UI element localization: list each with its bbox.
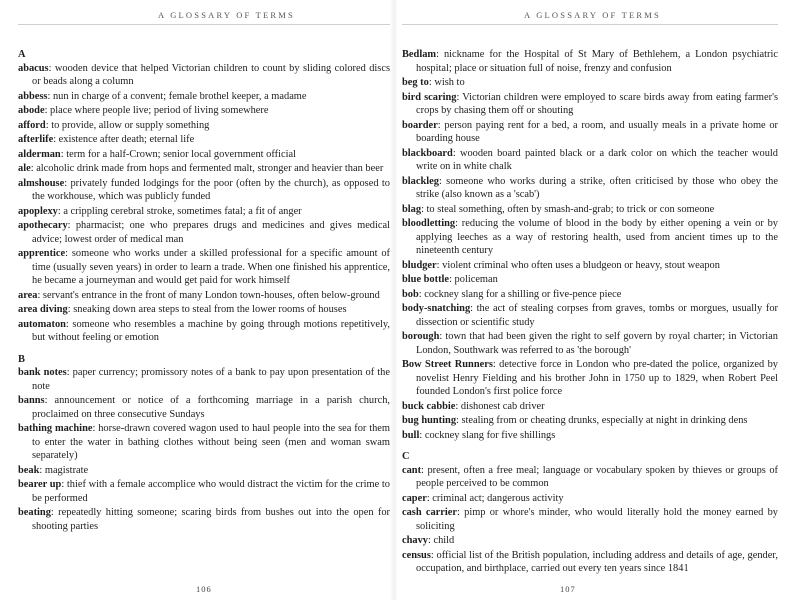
glossary-entry xyxy=(18,90,390,104)
glossary-entry xyxy=(18,205,390,219)
glossary-entry xyxy=(18,104,390,118)
entry-definition: : violent criminal who often uses a bludgeon or heavy, stout weapon xyxy=(436,259,720,271)
entry-definition: : term for a half-Crown; senior local government official xyxy=(60,148,296,160)
entry-term: blackleg xyxy=(402,175,439,187)
glossary-entry xyxy=(18,366,390,393)
entry-definition: : cockney slang for five shillings xyxy=(419,429,556,441)
entry-term: buck cabbie xyxy=(402,400,456,412)
entry-term: bug hunting xyxy=(402,415,457,426)
entry-term: bathing machine xyxy=(18,423,93,434)
glossary-entry xyxy=(402,302,778,329)
entry-term: apprentice xyxy=(18,248,66,259)
entry-definition: : official list of the British population, including address and details of age, gender, occupation, and birthplace, carried out every ten years since 1841 xyxy=(416,549,778,574)
entry-term: bob xyxy=(402,288,419,300)
entry-definition: : horse-drawn covered wagon used to haul people into the sea for them to enter the water in bathing clothes without being seen (men and woman swam separately) xyxy=(32,423,390,461)
entry-definition: : detective force in London who pre-dated the police, organized by novelist Henry Fielding and his brother John in 1750 up to 1829, when Robert Peel founded London's first police force xyxy=(416,359,779,397)
entry-definition: : pimp or whore's minder, who would literally hold the money earned by soliciting xyxy=(416,507,778,532)
glossary-entry xyxy=(18,247,390,288)
entry-term: bird scaring xyxy=(402,91,457,103)
glossary-entry xyxy=(18,422,390,463)
glossary-entry xyxy=(402,534,778,548)
entry-definition: : pharmacist; one who prepares drugs and medicines and gives medical advice; lowest order of medical man xyxy=(32,220,390,245)
entry-definition: : cockney slang for a shilling or five-pence piece xyxy=(418,288,622,300)
entry-term: automaton xyxy=(18,318,66,330)
entry-definition: : to steal something, often by smash-and-grab; to trick or con someone xyxy=(421,203,715,215)
glossary-column xyxy=(18,48,390,534)
glossary-entry xyxy=(18,303,390,317)
entry-definition: : the act of stealing corpses from graves, tombs or morgues, usually for dissection or scientific study xyxy=(416,303,778,328)
entry-definition: : paper currency; promissory notes of a bank to pay upon presentation of the note xyxy=(32,367,390,392)
book-gutter xyxy=(390,0,398,600)
entry-term: bludger xyxy=(402,259,437,271)
entry-term: apoplexy xyxy=(18,205,58,217)
entry-term: cash carrier xyxy=(402,507,458,518)
entry-definition: : someone who works under a skilled professional for a specific amount of time (usually seven years) in order to learn a trade. When one finished his apprentice, he became a journeyman and would get paid for work himself xyxy=(32,248,390,286)
glossary-entry xyxy=(18,506,390,533)
entry-definition: : nun in charge of a convent; female brothel keeper, a madame xyxy=(47,90,307,102)
glossary-entry xyxy=(18,289,390,303)
entry-term: census xyxy=(402,549,431,561)
section-letter: B xyxy=(18,353,25,365)
glossary-entry xyxy=(402,549,778,576)
entry-definition: : wooden board painted black or a dark color on which the teacher would write on in white chalk xyxy=(416,147,778,172)
entry-definition: : wooden device that helped Victorian children to count by sliding colored discs or beads along a column xyxy=(32,62,390,87)
entry-definition: : place where people live; period of living somewhere xyxy=(44,105,269,116)
section-letter: C xyxy=(402,451,410,462)
entry-term: cant xyxy=(402,464,422,476)
entry-term: bull xyxy=(402,429,420,441)
entry-term: abode xyxy=(18,105,45,116)
entry-term: abbess xyxy=(18,90,48,102)
entry-term: beg to xyxy=(402,77,429,88)
entry-term: chavy xyxy=(402,535,428,546)
right-page xyxy=(402,0,778,600)
glossary-entry xyxy=(402,273,778,287)
entry-term: beak xyxy=(18,464,40,476)
header-rule xyxy=(402,24,778,25)
entry-definition: : child xyxy=(427,535,455,546)
glossary-entry xyxy=(402,400,778,414)
entry-definition: : town that had been given the right to self govern by royal charter; in Victorian London, Southwark was referred to as 'the borough' xyxy=(416,331,778,356)
entry-term: Bedlam xyxy=(402,49,437,60)
glossary-entry xyxy=(18,148,390,162)
glossary-entry xyxy=(402,414,778,428)
entry-definition: : repeatedly hitting someone; scaring birds from bushes out into the open for shooting parties xyxy=(32,507,390,532)
glossary-entry xyxy=(18,219,390,246)
entry-definition: : announcement or notice of a forthcoming marriage in a parish church, proclaimed on three consecutive Sundays xyxy=(32,395,390,420)
entry-term: bank notes xyxy=(18,367,67,378)
glossary-column xyxy=(402,48,778,577)
glossary-entry xyxy=(402,203,778,217)
glossary-entry xyxy=(402,358,778,399)
glossary-entry xyxy=(18,478,390,505)
glossary-entry xyxy=(402,119,778,146)
entry-term: beating xyxy=(18,507,51,518)
page-number: 106 xyxy=(196,584,212,594)
entry-term: abacus xyxy=(18,62,49,74)
entry-definition: : someone who works during a strike, often criticised by those who obey the strike (also known as a 'scab') xyxy=(416,175,778,200)
section-letter: A xyxy=(18,49,26,60)
entry-definition: : servant's entrance in the front of many London town-houses, often below-ground xyxy=(37,289,380,301)
entry-term: ale xyxy=(18,163,31,174)
entry-term: blackboard xyxy=(402,147,453,159)
entry-definition: : privately funded lodgings for the poor (often by the church), as opposed to the workhouse, which was publicly funded xyxy=(32,177,390,202)
entry-definition: : person paying rent for a bed, a room, and usually meals in a private home or boarding house xyxy=(416,119,778,144)
entry-term: apothecary xyxy=(18,220,68,231)
entry-definition: : wish to xyxy=(428,77,465,88)
glossary-entry xyxy=(402,429,778,443)
entry-definition: : magistrate xyxy=(39,464,89,476)
entry-definition: : Victorian children were employed to scare birds away from eating farmer's crops by chasing them off or shouting xyxy=(416,91,779,116)
entry-term: bloodletting xyxy=(402,218,456,229)
entry-definition: : sneaking down area steps to steal from the lower rooms of houses xyxy=(67,304,347,315)
entry-term: body-snatching xyxy=(402,303,471,314)
entry-definition: : alcoholic drink made from hops and fermented malt, stronger and heavier than beer xyxy=(30,163,384,174)
entry-definition: : criminal act; dangerous activity xyxy=(426,492,564,504)
entry-term: afterlife xyxy=(18,134,54,145)
glossary-entry xyxy=(18,177,390,204)
entry-definition: : someone who resembles a machine by going through motions repetitively, but without feeling or emotion xyxy=(32,318,390,343)
entry-term: blag xyxy=(402,203,422,215)
glossary-entry xyxy=(18,133,390,147)
entry-definition: : nickname for the Hospital of St Mary of Bethlehem, a London psychiatric hospital; place or situation full of noise, frenzy and confusion xyxy=(416,49,778,74)
entry-term: area xyxy=(18,289,38,301)
header-rule xyxy=(18,24,390,25)
entry-definition: : a crippling cerebral stroke, sometimes fatal; a fit of anger xyxy=(57,205,302,217)
glossary-entry xyxy=(402,492,778,506)
glossary-entry xyxy=(18,62,390,89)
entry-definition: : policeman xyxy=(449,274,498,285)
glossary-entry xyxy=(402,330,778,357)
entry-definition: : dishonest cab driver xyxy=(455,400,545,412)
entry-term: afford xyxy=(18,119,46,131)
glossary-entry xyxy=(402,217,778,258)
entry-term: almshouse xyxy=(18,177,65,189)
entry-definition: : present, often a free meal; language or vocabulary spoken by thieves or groups of people perceived to be common xyxy=(416,464,778,489)
entry-term: banns xyxy=(18,395,45,406)
glossary-entry xyxy=(402,76,778,90)
glossary-entry xyxy=(402,464,778,491)
glossary-entry xyxy=(402,147,778,174)
glossary-entry xyxy=(18,464,390,478)
entry-term: area diving xyxy=(18,304,68,315)
running-head: A GLOSSARY OF TERMS xyxy=(158,10,295,20)
entry-term: bearer up xyxy=(18,479,62,490)
entry-definition: : reducing the volume of blood in the body by either opening a vein or by applying leeches as a way of restoring health, used from ancient times up to the nineteenth century xyxy=(416,218,778,256)
glossary-entry xyxy=(402,175,778,202)
entry-term: caper xyxy=(402,492,427,504)
glossary-entry xyxy=(402,288,778,302)
entry-term: boarder xyxy=(402,119,438,131)
entry-term: Bow Street Runners xyxy=(402,359,493,370)
entry-definition: : thief with a female accomplice who would distract the victim for the crime to be performed xyxy=(32,479,390,504)
left-page xyxy=(18,0,394,600)
entry-term: alderman xyxy=(18,148,61,160)
entry-definition: : stealing from or cheating drunks, especially at night in drinking dens xyxy=(456,415,748,426)
glossary-entry xyxy=(402,48,778,75)
glossary-entry xyxy=(18,119,390,133)
glossary-entry xyxy=(18,162,390,176)
glossary-entry xyxy=(18,318,390,345)
running-head: A GLOSSARY OF TERMS xyxy=(524,10,661,20)
glossary-entry xyxy=(402,259,778,273)
page-number: 107 xyxy=(560,584,576,594)
entry-definition: : existence after death; eternal life xyxy=(53,134,195,145)
entry-term: borough xyxy=(402,331,440,342)
entry-term: blue bottle xyxy=(402,274,450,285)
glossary-entry xyxy=(402,91,778,118)
glossary-entry xyxy=(402,506,778,533)
entry-definition: : to provide, allow or supply something xyxy=(45,119,210,131)
glossary-entry xyxy=(18,394,390,421)
